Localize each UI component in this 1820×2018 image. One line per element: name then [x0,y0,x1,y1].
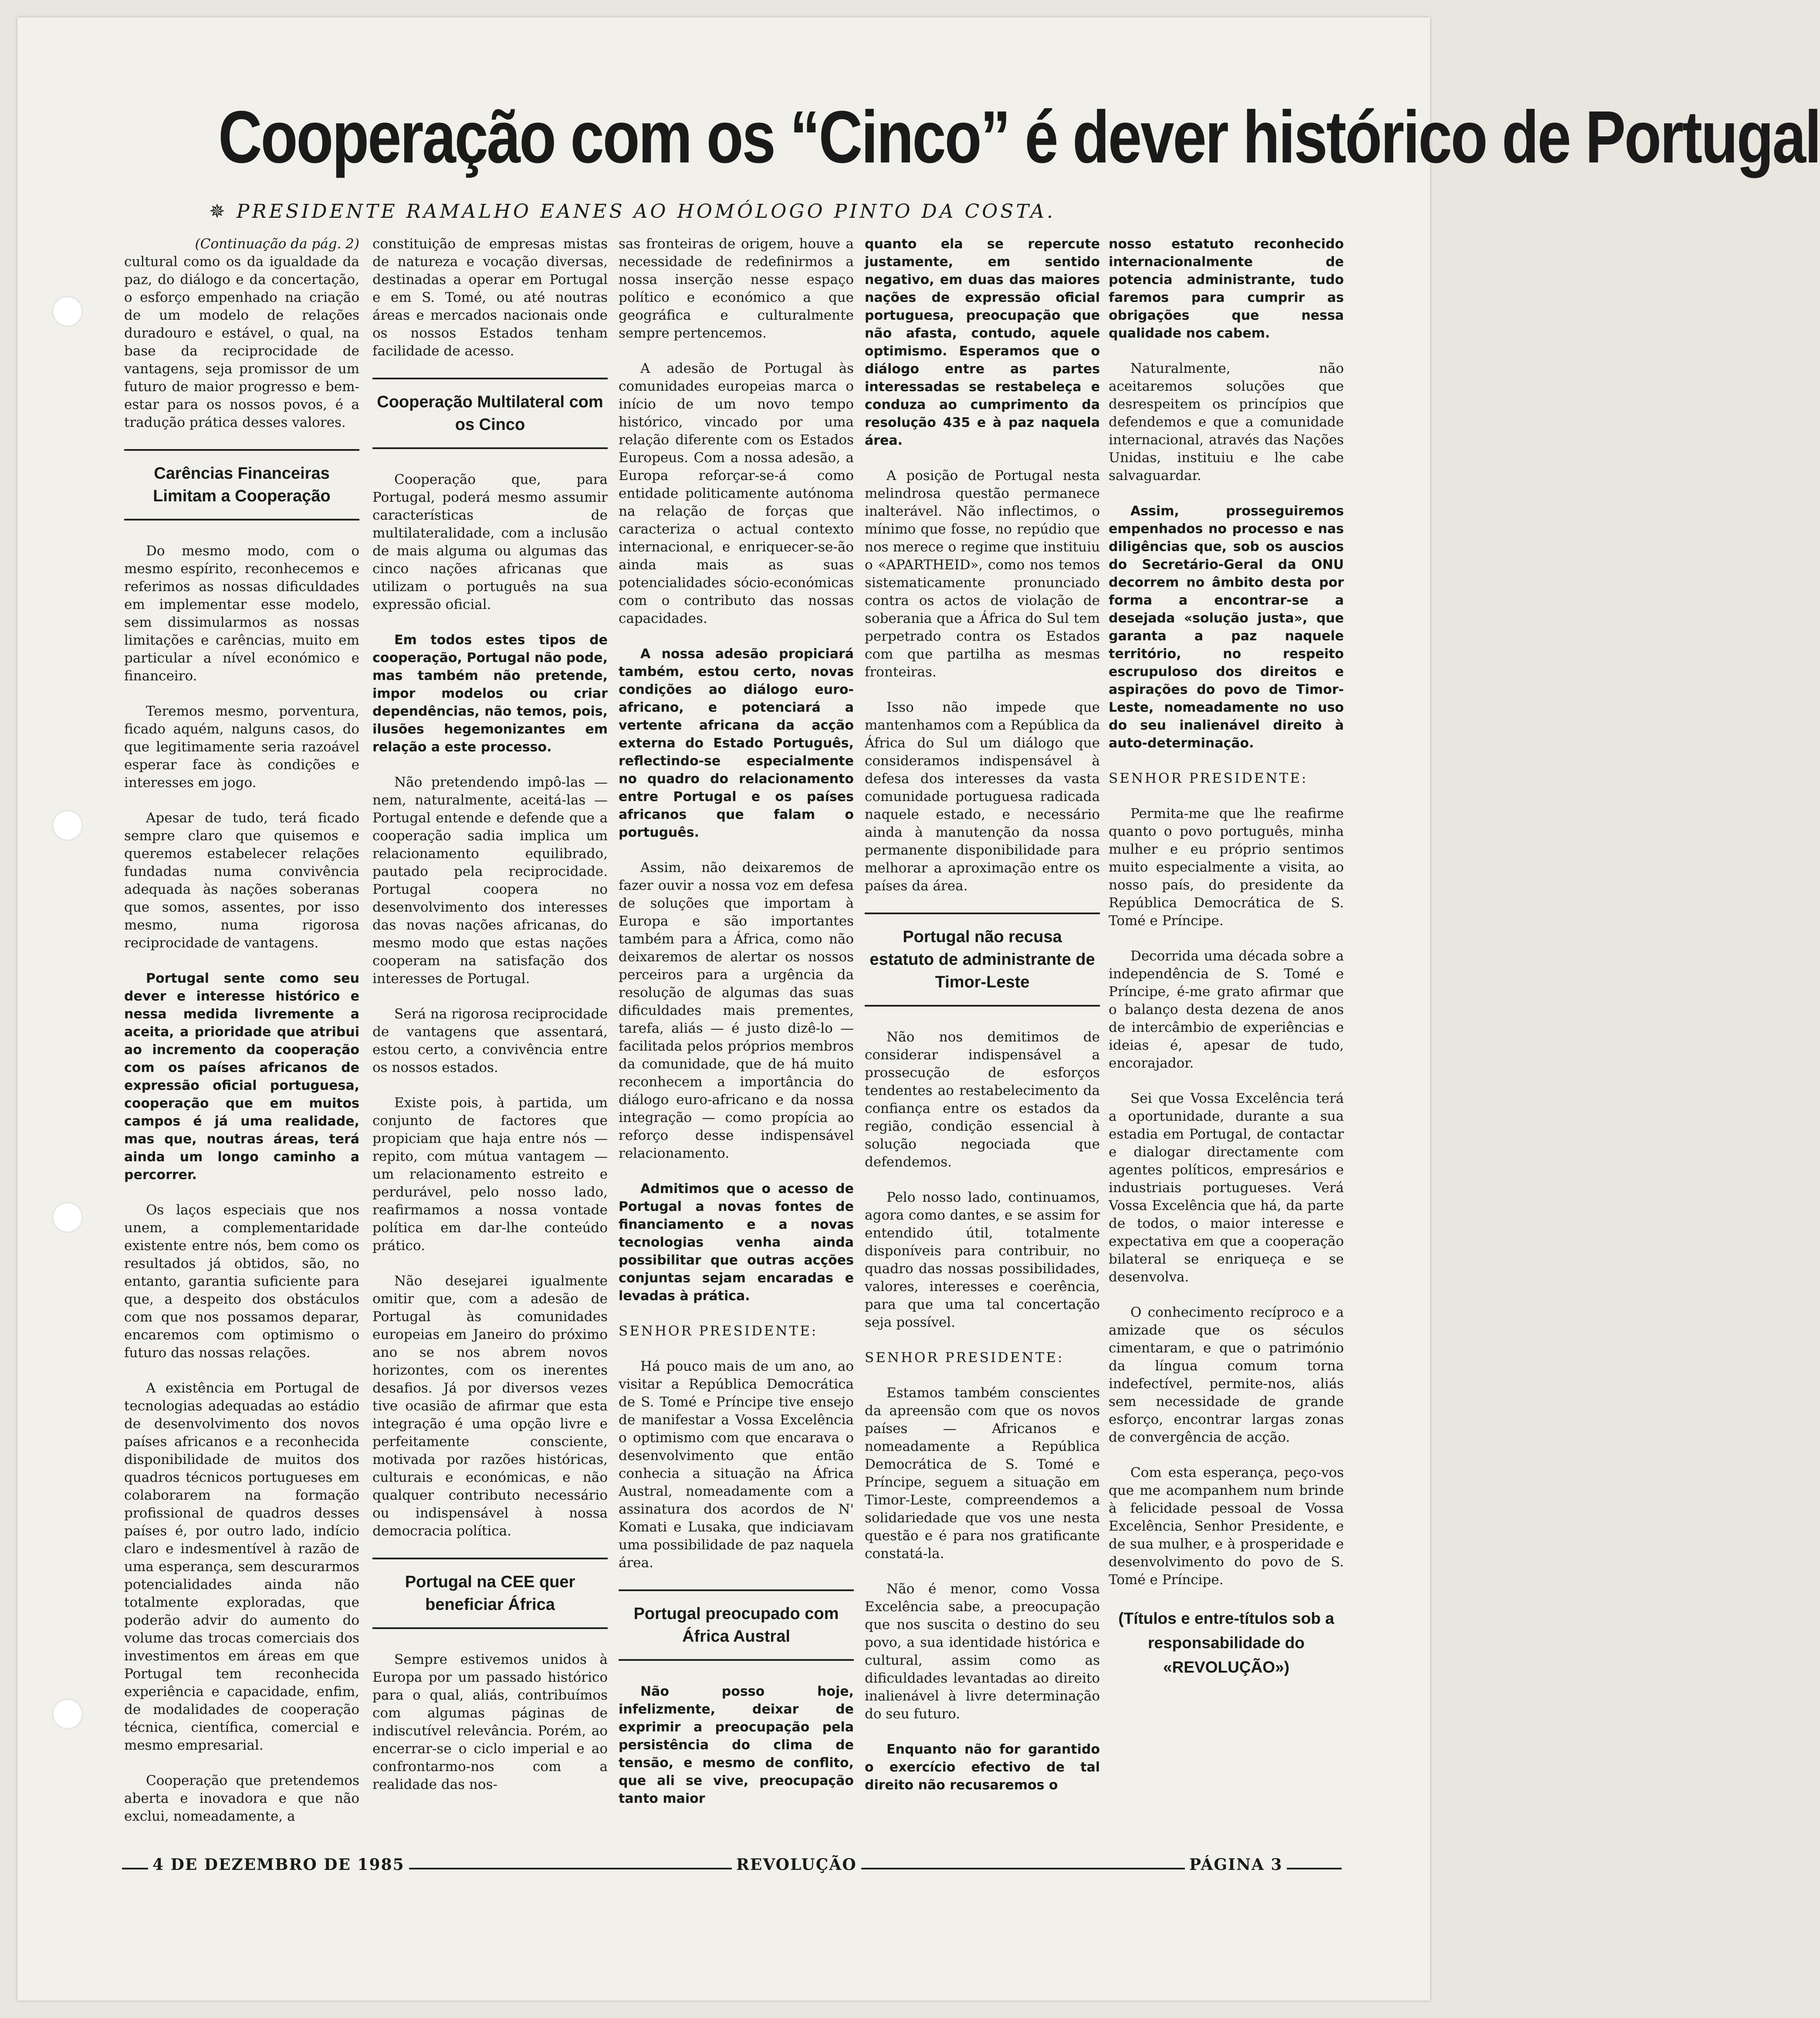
credit-note: (Títulos e entre-títulos sob a responsabilidade do «REVOLUÇÃO») [1118,1609,1334,1676]
paragraph: Os laços especiais que nos unem, a complementaridade existente entre nós, bem como os resultados já obtidos, são, no entanto, garantia suficiente para que, a despeito dos obstáculos com que nos possamos deparar, encaremos com optimismo o futuro das nossas relações. [124,1202,359,1361]
paragraph: cultural como os da igualdade da paz, do diálogo e da concertação, o esforço empenhado na criação de um modelo de relações duradouro e estável, o qual, na base da reciprocidade de vantagens, seja promissor de um futuro de maior progresso e bem-estar para os nossos povos, é a tradução prática desses valores. [124,254,359,430]
paragraph: A adesão de Portugal às comunidades europeias marca o início de um novo tempo histórico, vincado por uma relação diferente com os Estados Europeus. Com a nossa adesão, a Europa reforçar-se-á como entidade politicamente autónoma na relação de forças que caracteriza o actual contexto internacional, e enriquecer-se-ão ainda mais as suas potencialidades sócio-económicas com o contributo das nossas capacidades. [619,361,854,626]
column-2 [372,235,608,1812]
asterisk-icon: ✵ [209,200,228,223]
subhead-text: PRESIDENTE RAMALHO EANES AO HOMÓLOGO PINTO DA COSTA. [236,200,1056,223]
punch-hole [52,810,83,841]
paragraph: Apesar de tudo, terá ficado sempre claro que quisemos e queremos estabelecer relações fundadas numa convivência adequada às nações soberanas que somos, assentes, por isso mesmo, numa rigorosa reciprocidade de vantagens. [124,810,359,951]
paragraph: Assim, não deixaremos de fazer ouvir a nossa voz em defesa de soluções que importam à Europa e são importantes também para a África, como não deixaremos de alertar os nossos perceiros para a urgência da resolução de algumas das suas dificuldades mais prementes, tarefa, aliás — é justo dizê-lo — facilitada pelos próprios membros da comunidade, que de há muito reconhecem a importância do diálogo euro-africano e da nossa integração — como propícia ao reforço desse indispensável relacionamento. [619,860,854,1161]
paragraph: nosso estatuto reconhecido internacionalmente de potencia administrante, tudo faremos para cumprir as obrigações que nessa qualidade nos cabem. [1109,237,1344,341]
column-4 [865,235,1100,1812]
paragraph: quanto ela se repercute justamente, em sentido negativo, em duas das maiores nações de expressão oficial portuguesa, preocupação que não afasta, contudo, aquele optimismo. Esperamos que o diálogo entre as partes interessadas se restabeleça e conduza ao cumprimento da resolução 435 e à paz naquela área. [865,237,1100,448]
paragraph: Cooperação que, para Portugal, poderá mesmo assumir características de multilateralidade, com a inclusão de mais alguma ou algumas das cinco nações africanas que utilizam o português na sua expressão oficial. [372,472,608,612]
paragraph: Não pretendendo impô-las — nem, naturalmente, aceitá-las — Portugal entende e defende que a cooperação sadia implica um relacionamento equilibrado, pautado pela reciprocidade. Portugal coopera no desenvolvimento dos interesses das novas nações africanas, do mesmo modo que estas nações cooperam na satisfação dos interesses de Portugal. [372,774,608,987]
subhead [209,200,1255,223]
paragraph: Há pouco mais de um ano, ao visitar a República Democrática de S. Tomé e Príncipe tive ensejo de manifestar a Vossa Excelência o optimismo com que encarava o desenvolvimento que então conhecia a situação na África Austral, nomeadamente com a assinatura dos acordos de N' Komati e Lusaka, que indiciavam uma possibilidade de paz naquela área. [619,1359,854,1571]
paragraph: A nossa adesão propiciará também, estou certo, novas condições ao diálogo euro-africano, e potenciará a vertente africana da acção externa do Estado Português, reflectindo-se especialmente no quadro do relacionamento entre Portugal e os países africanos que falam o português. [619,646,854,840]
paragraph: Em todos estes tipos de cooperação, Portugal não pode, mas também não pretende, impor modelos ou criar dependências, não temos, pois, ilusões hegemonizantes em relação a este processo. [372,632,608,755]
section-heading: Portugal preocupado com África Austral [619,1589,854,1661]
paragraph: Não nos demitimos de considerar indispensável a prossecução de esforços tendentes ao restabelecimento da confiança entre os estados da região, condição essencial à solução negociada que defendemos. [865,1029,1100,1170]
section-heading: Cooperação Multilateral com os Cinco [372,378,608,449]
headline: Cooperação com os “Cinco” é dever histórico de Portugal [218,96,1820,179]
paragraph: sas fronteiras de origem, houve a necessidade de redefinirmos a nossa inserção nesse espaço político e económico a que geográfica e culturalmente sempre pertencemos. [619,236,854,341]
paragraph: Naturalmente, não aceitaremos soluções que desrespeitem os princípios que defendemos e que a comunidade internacional, através das Nações Unidas, instituiu e lhe cabe salvaguardar. [1109,361,1344,483]
salutation: SENHOR PRESIDENTE: [1109,771,1308,786]
paragraph: Cooperação que pretendemos aberta e inovadora e que não exclui, nomeadamente, a [124,1773,359,1824]
column-5 [1109,235,1344,1812]
salutation: SENHOR PRESIDENTE: [619,1323,818,1339]
paragraph: O conhecimento recíproco e a amizade que os séculos cimentaram, e que o património da língua comum torna indefectível, permite-nos, aliás sem necessidade de grande esforço, encontrar largas zonas de convergência de acção. [1109,1305,1344,1445]
paragraph: Existe pois, à partida, um conjunto de factores que propiciam que haja entre nós — repito, com mútua vantagem — um relacionamento estreito e perdurável, pelo nosso lado, reafirmamos a nossa vontade política em dar-lhe conteúdo prático. [372,1095,608,1254]
column-1 [124,235,359,1824]
paragraph: Portugal sente como seu dever e interesse histórico e nessa medida livremente a aceita, a prioridade que atribui ao incremento da cooperação com os países africanos de expressão oficial portuguesa, cooperação que em muitos campos é já uma realidade, mas que, noutras áreas, terá ainda um longo caminho a percorrer. [124,971,359,1183]
footer-paper: REVOLUÇÃO [732,1856,861,1874]
paragraph: A existência em Portugal de tecnologias adequadas ao estádio de desenvolvimento dos novos países africanos e a reconhecida disponibilidade de muitos dos quadros técnicos portugueses em colaborarem na formação profissional de quadros desses países é, por outro lado, indício claro e indesmentível à razão de uma esperança, sem descurarmos potencialidades ainda não totalmente exploradas, que poderão advir do aumento do volume das trocas comerciais dos investimentos em áreas em que Portugal tem reconhecida experiência e capacidade, enfim, de modalidades de cooperação técnica, científica, comercial e mesmo empresarial. [124,1380,359,1753]
section-heading: Carências Financeiras Limitam a Cooperação [124,449,359,521]
paragraph: Sei que Vossa Excelência terá a oportunidade, durante a sua estadia em Portugal, de contactar e dialogar directamente com agentes políticos, empresários e industriais portugueses. Verá Vossa Excelência que há, da parte de todos, o maior interesse e expectativa em que a cooperação bilateral se enriqueça e se desenvolva. [1109,1091,1344,1285]
paragraph: Não posso hoje, infelizmente, deixar de exprimir a preocupação pela persistência do clima de tensão, e mesmo de conflito, que ali se vive, preocupação tanto maior [619,1684,854,1806]
column-3 [619,235,854,1812]
paragraph: Estamos também conscientes da apreensão com que os novos países — Africanos e nomeadamente a República Democrática de S. Tomé e Príncipe, seguem a situação em Timor-Leste, compreendemos a solidariedade que vos une nesta questão e é para nos gratificante constatá-la. [865,1385,1100,1562]
page-footer [122,1856,1342,1882]
paragraph: Não desejarei igualmente omitir que, com a adesão de Portugal às comunidades europeias em Janeiro do próximo ano se nos abrem novos horizontes, com os inerentes desafios. Já por diversos vezes tive ocasião de afirmar que esta integração é uma opção livre e perfeitamente consciente, motivada por razões históricas, culturais e económicas, e não qualquer contributo necessário ou indispensável à nossa democracia política. [372,1273,608,1539]
punch-hole [52,1202,83,1233]
paragraph: Do mesmo modo, com o mesmo espírito, reconhecemos e referimos as nossas dificuldades em implementar esse modelo, sem dissimularmos as nossas limitações e carências, muito em particular a nível económico e financeiro. [124,543,359,684]
section-heading: Portugal não recusa estatuto de administrante de Timor-Leste [865,913,1100,1007]
paragraph: Será na rigorosa reciprocidade de vantagens que assentará, estou certo, a convivência entre os nossos estados. [372,1006,608,1075]
paragraph: Admitimos que o acesso de Portugal a novas fontes de financiamento e a novas tecnologias venha ainda possibilitar que outras acções conjuntas sejam encaradas e levadas à prática. [619,1181,854,1304]
paragraph: Não é menor, como Vossa Excelência sabe, a preocupação que nos suscita o destino do seu povo, a sua identidade histórica e cultural, assim como as dificuldades levantadas ao direito inalienável à livre determinação do seu futuro. [865,1581,1100,1722]
footer-date: 4 DE DEZEMBRO DE 1985 [148,1856,409,1874]
paragraph: Enquanto não for garantido o exercício efectivo de tal direito não recusaremos o [865,1742,1100,1793]
section-heading: Portugal na CEE quer beneficiar África [372,1558,608,1629]
paragraph: Teremos mesmo, porventura, ficado aquém, nalguns casos, do que legitimamente seria razoável esperar face às condições e interesses em jogo. [124,703,359,791]
paragraph: Pelo nosso lado, continuamos, agora como dantes, e se assim for entendido útil, totalmente disponíveis para contribuir, no quadro das nossas possibilidades, valores, interesses e coerência, para que uma tal concertação seja possível. [865,1190,1100,1330]
paragraph: constituição de empresas mistas de natureza e vocação diversas, destinadas a operar em Portugal e em S. Tomé, ou até noutras áreas e mercados nacionais onde os nossos Estados tenham facilidade de acesso. [372,236,608,359]
continuation-note: (Continuação da pág. 2) [195,236,359,252]
paragraph: Decorrida uma década sobre a independência de S. Tomé e Príncipe, é-me grato afirmar que o balanço desta dezena de anos de intercâmbio de experiências e ideias é, apesar de tudo, encorajador. [1109,948,1344,1071]
paragraph: Permita-me que lhe reafirme quanto o povo português, minha mulher e eu próprio sentimos muito especialmente a visita, ao nosso país, do presidente da República Democrática de S. Tomé e Príncipe. [1109,806,1344,929]
footer-page: PÁGINA 3 [1185,1856,1287,1874]
paragraph: Assim, prosseguiremos empenhados no processo e nas diligências que, sob os auscios do Secretário-Geral da ONU decorrem no âmbito desta por forma a encontrar-se a desejada «solução justa», que garanta a paz naquele território, no respeito escrupuloso dos direitos e aspirações do povo de Timor-Leste, nomeadamente no uso do seu inalienável direito à auto-determinação. [1109,504,1344,751]
paragraph: Com esta esperança, peço-vos que me acompanhem num brinde à felicidade pessoal de Vossa Excelência, Senhor Presidente, e de sua mulher, e à prosperidade e desenvolvimento do povo de S. Tomé e Príncipe. [1109,1465,1344,1588]
paragraph: Sempre estivemos unidos à Europa por um passado histórico para o qual, aliás, contribuímos com algumas páginas de indiscutível relevância. Porém, ao encerrar-se o ciclo imperial e ao confrontarmo-nos com a realidade das nos- [372,1652,608,1792]
paragraph: Isso não impede que mantenhamos com a República da África do Sul um diálogo que consideramos indispensável à defesa dos interesses da vasta comunidade portuguesa radicada naquele estado, e necessário ainda à manutenção da nossa permanente disponibilidade para melhorar a aproximação entre os países da área. [865,700,1100,894]
punch-hole [52,296,83,327]
salutation: SENHOR PRESIDENTE: [865,1350,1064,1366]
paragraph: A posição de Portugal nesta melindrosa questão permanece inalterável. Não inflectimos, o mínimo que fosse, no repúdio que nos merece o regime que instituiu o «APARTHEID», como nos temos sistematicamente pronunciado contra os actos de violação de soberania que a África do Sul tem perpetrado contra os Estados com que partilha as mesmas fronteiras. [865,468,1100,680]
punch-hole [52,1699,83,1729]
